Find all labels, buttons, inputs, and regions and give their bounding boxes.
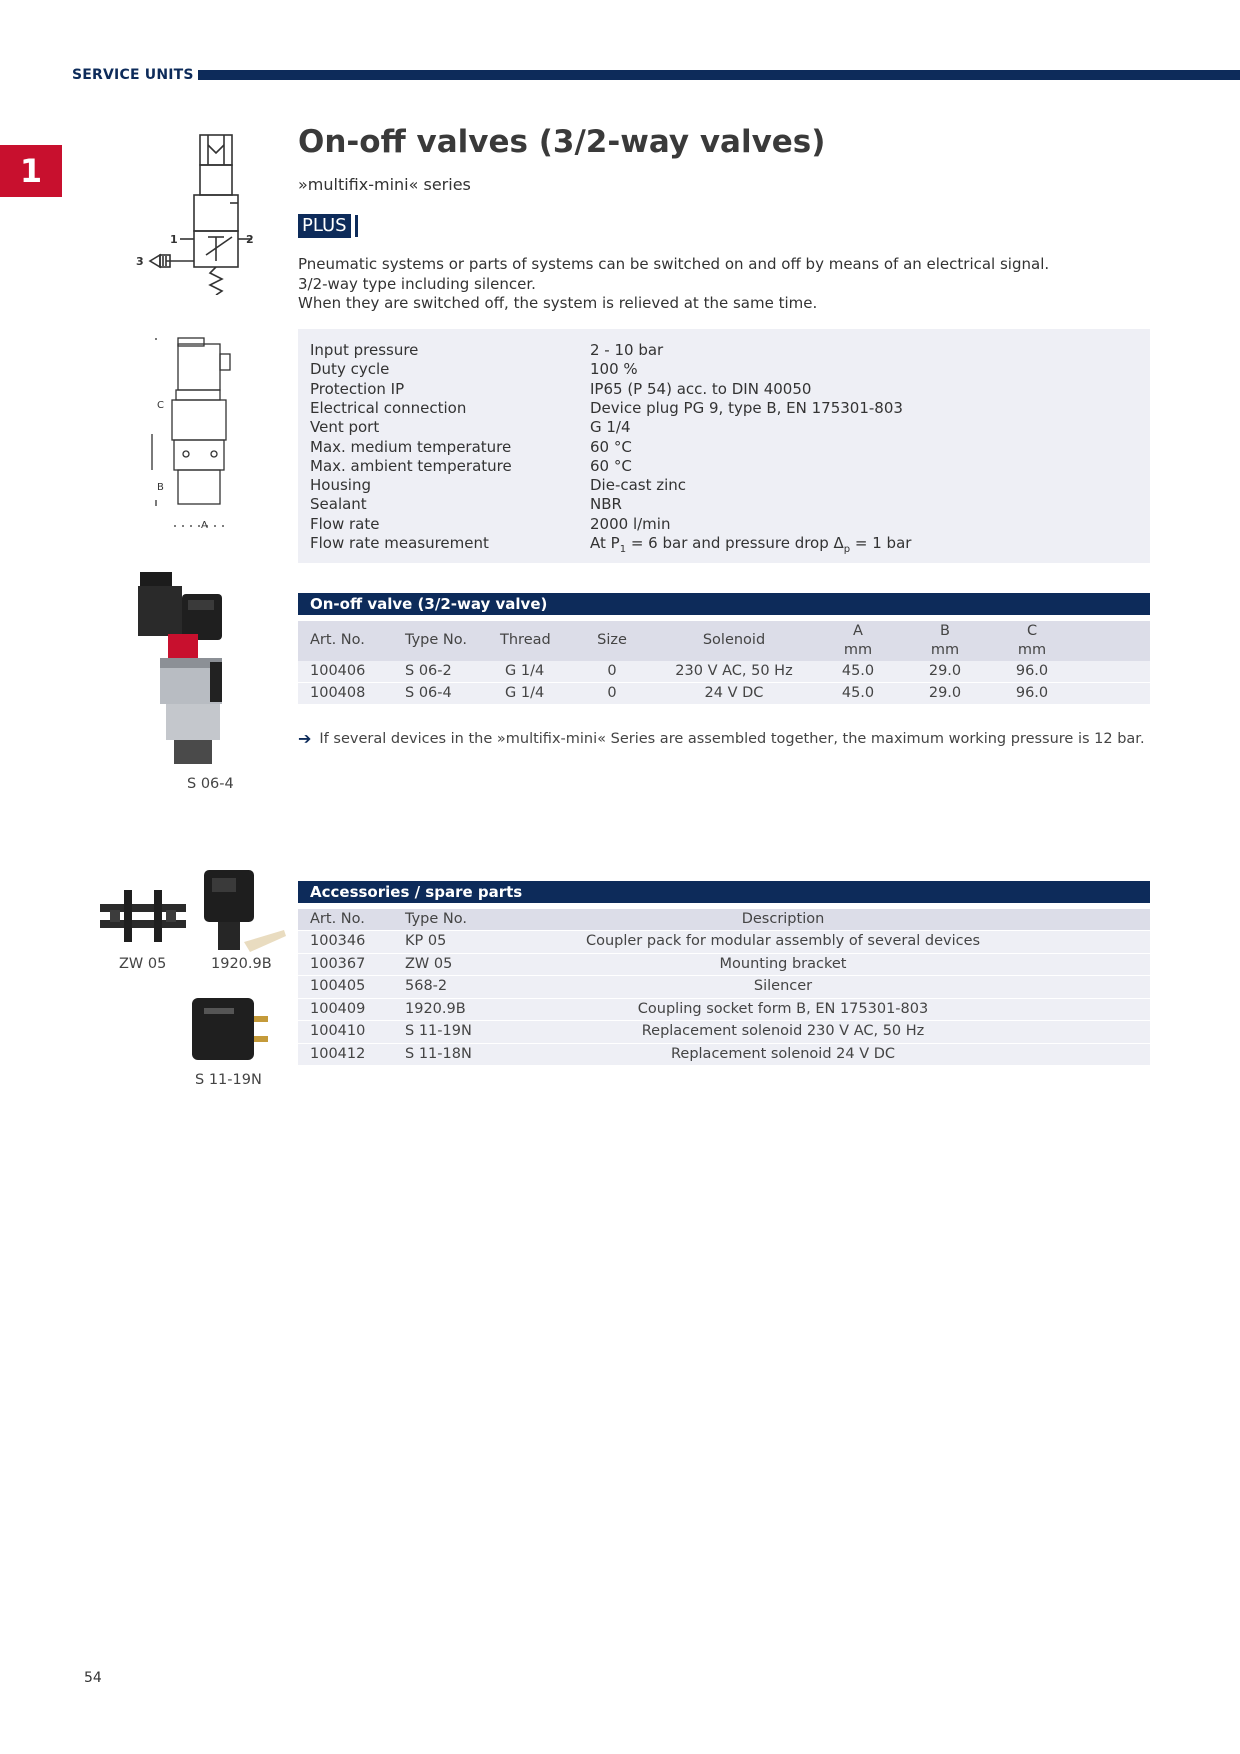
dimension-drawing: [148, 330, 248, 535]
cell-art-no: 100410: [310, 1023, 366, 1039]
series-subtitle: »multifix-mini« series: [298, 175, 471, 194]
cell-dim-a: 45.0: [841, 685, 875, 701]
column-header: Size: [597, 632, 627, 648]
spec-value: Die-cast zinc: [590, 476, 687, 495]
socket-image-caption: 1920.9B: [211, 956, 272, 972]
note-text: If several devices in the »multifix-mini« Series are assembled together, the maximum working pressure is 12 bar.: [319, 730, 1145, 747]
cell-art-no: 100405: [310, 978, 366, 994]
cell-type-no: S 11-19N: [405, 1023, 472, 1039]
spec-value: 2000 l/min: [590, 514, 671, 533]
column-unit: mm: [1017, 642, 1047, 658]
spec-value: IP65 (P 54) acc. to DIN 40050: [590, 379, 812, 398]
valve-symbol-diagram: [130, 133, 260, 295]
cell-size: 0: [607, 663, 617, 679]
spec-label: Protection IP: [310, 379, 405, 398]
cell-type-no: 1920.9B: [405, 1000, 466, 1017]
intro-line: Pneumatic systems or parts of systems can be switched on and off by means of an electrical signal.: [298, 255, 1050, 273]
mounting-bracket-image: [100, 890, 186, 942]
specifications-box: [298, 329, 1150, 563]
intro-line: 3/2-way type including silencer.: [298, 274, 536, 293]
cell-type-no: S 11-18N: [405, 1045, 472, 1062]
replacement-solenoid-image: [190, 996, 272, 1064]
column-header: Solenoid: [702, 632, 766, 648]
table-row: [298, 683, 1150, 705]
cell-dim-c: 96.0: [1015, 685, 1049, 701]
column-header: Description: [741, 911, 825, 927]
flow-measure-part: = 1 bar: [850, 534, 912, 552]
max-pressure-note: [298, 729, 1145, 748]
valve-table-title: On-off valve (3/2-way valve): [298, 593, 1150, 615]
cell-size: 0: [607, 685, 617, 701]
plus-badge-group: [298, 214, 358, 238]
cell-dim-b: 29.0: [928, 685, 962, 701]
column-header: Art. No.: [310, 632, 365, 648]
bracket-image-caption: ZW 05: [119, 956, 167, 972]
spec-value: 100 %: [590, 360, 638, 379]
column-header: Thread: [500, 632, 551, 648]
flow-measure-part: At P: [590, 534, 620, 552]
cell-type-no: S 06-2: [405, 663, 452, 679]
cell-art-no: 100409: [310, 1000, 366, 1017]
table-row: [298, 1044, 1150, 1067]
spec-value: Device plug PG 9, type B, EN 175301-803: [590, 398, 903, 417]
column-header: Type No.: [405, 632, 467, 648]
port-label-1: 1: [170, 233, 178, 246]
column-header: Type No.: [405, 911, 467, 927]
cell-description: Coupler pack for modular assembly of several devices: [585, 933, 981, 949]
solenoid-image-caption: S 11-19N: [195, 1072, 262, 1088]
spec-value: NBR: [590, 495, 622, 514]
spec-label: Max. medium temperature: [310, 437, 512, 456]
spec-value: G 1/4: [590, 418, 631, 437]
cell-description: Silencer: [753, 978, 813, 994]
cell-description: Replacement solenoid 24 V DC: [670, 1045, 896, 1062]
spec-value: 2 - 10 bar: [590, 341, 664, 359]
cell-type-no: 568-2: [405, 978, 448, 994]
spec-value: 60 °C: [590, 437, 632, 456]
page-number: 54: [84, 1670, 102, 1686]
plus-badge-bar: [355, 215, 358, 237]
spec-label: Flow rate: [310, 514, 380, 533]
cell-type-no: ZW 05: [405, 955, 453, 972]
cell-thread: G 1/4: [505, 685, 545, 701]
column-unit: mm: [930, 642, 960, 658]
table-row: [298, 999, 1150, 1022]
intro-line: When they are switched off, the system is relieved at the same time.: [298, 294, 818, 312]
column-unit: mm: [843, 642, 873, 658]
cell-art-no: 100406: [310, 663, 366, 679]
cell-description: Replacement solenoid 230 V AC, 50 Hz: [641, 1023, 925, 1039]
table-row: [298, 661, 1150, 683]
spec-label: Duty cycle: [310, 360, 390, 379]
spec-label: Housing: [310, 476, 371, 495]
coupling-socket-image: [200, 870, 286, 952]
header-rule: [198, 70, 1240, 80]
flow-measure-sub2: p: [843, 544, 851, 555]
column-header: A: [853, 623, 863, 639]
section-label: SERVICE UNITS: [72, 67, 194, 83]
cell-type-no: KP 05: [405, 933, 447, 949]
cell-description: Coupling socket form B, EN 175301-803: [637, 1000, 929, 1017]
cell-thread: G 1/4: [505, 663, 545, 679]
dim-label-c: C: [157, 400, 164, 411]
spec-label: Flow rate measurement: [310, 534, 489, 552]
cell-solenoid: 24 V DC: [704, 685, 764, 701]
arrow-right-icon: ➔: [298, 729, 312, 748]
valve-table-header: [298, 621, 1150, 661]
intro-text: [298, 255, 1049, 314]
cell-art-no: 100346: [310, 933, 366, 949]
table-row: [298, 976, 1150, 999]
table-row: [298, 1021, 1150, 1044]
page-title: On-off valves (3/2-way valves): [298, 124, 826, 160]
port-label-2: 2: [246, 233, 254, 246]
table-row: [298, 954, 1150, 977]
cell-dim-c: 96.0: [1015, 663, 1049, 679]
port-label-3: 3: [136, 255, 144, 268]
accessories-table-title: Accessories / spare parts: [298, 881, 1150, 903]
cell-description: Mounting bracket: [719, 955, 847, 972]
dim-label-b: B: [157, 482, 164, 493]
spec-label: Sealant: [310, 495, 367, 514]
column-header: C: [1026, 623, 1038, 639]
column-header: B: [940, 623, 950, 639]
spec-label: Max. ambient temperature: [310, 456, 512, 475]
valve-image-caption: S 06-4: [187, 776, 234, 792]
accessories-table-header: [298, 909, 1150, 930]
cell-type-no: S 06-4: [405, 685, 452, 701]
cell-solenoid: 230 V AC, 50 Hz: [675, 663, 793, 679]
flow-measure-sub1: 1: [619, 544, 627, 555]
flow-measure-part: = 6 bar and pressure drop Δ: [626, 534, 844, 552]
cell-dim-b: 29.0: [928, 663, 962, 679]
dim-label-a: A: [201, 520, 208, 531]
spec-value: 60 °C: [590, 456, 632, 475]
cell-art-no: 100408: [310, 685, 366, 701]
spec-label: Electrical connection: [310, 398, 467, 417]
table-row: [298, 931, 1150, 954]
cell-art-no: 100367: [310, 955, 366, 972]
cell-art-no: 100412: [310, 1045, 366, 1062]
chapter-tab: 1: [0, 145, 62, 197]
spec-label: Vent port: [310, 418, 380, 437]
spec-label: Input pressure: [310, 341, 419, 359]
column-header: Art. No.: [310, 911, 365, 927]
cell-dim-a: 45.0: [841, 663, 875, 679]
plus-badge: PLUS: [298, 214, 351, 238]
valve-product-image: [130, 570, 250, 770]
spec-value-flow-measurement: [590, 534, 911, 555]
